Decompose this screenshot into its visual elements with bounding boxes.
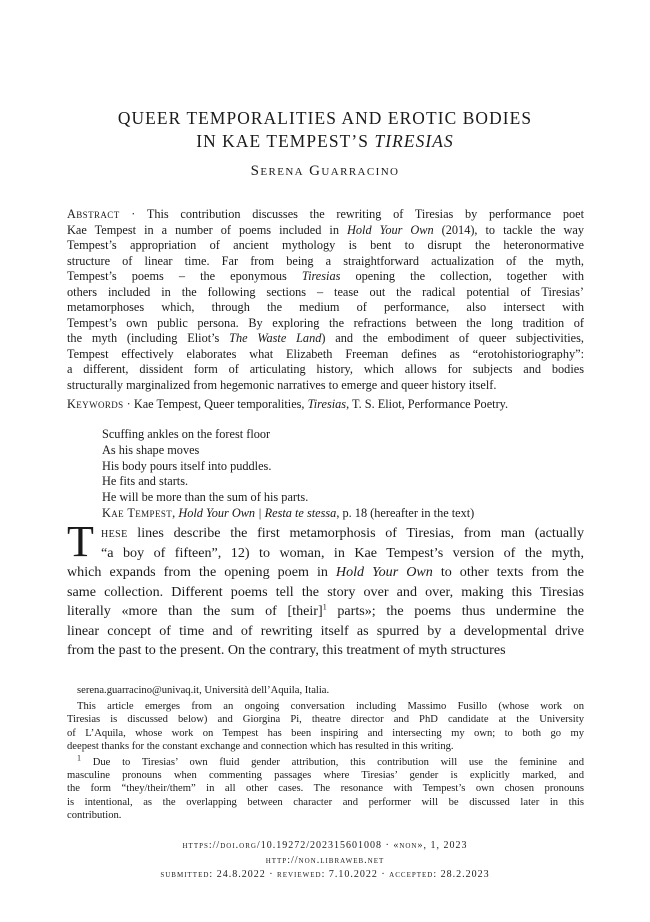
abstract-separator: · (119, 207, 147, 221)
abstract-line: Tempest’s own public persona. By exploring the refractions between the long tradition of (67, 315, 584, 330)
abstract-line: Abstract · This contribution discusses the rewriting of Tiresias by performance poet (67, 207, 584, 221)
poem-line: His body pours itself into puddles. (102, 458, 272, 473)
poem-line: He fits and starts. (102, 474, 189, 489)
acknowledgement-line: Tiresias is discussed below) and Giorgina Pi, theatre director and PhD candidate at the University (67, 714, 584, 726)
abstract-line: Tempest effectively elaborates what Elizabeth Freeman defines as “erotohistoriography”: (67, 346, 584, 361)
body-line: literally «more than the sum of [their]$^1$ parts»; the poems thus undermine the (67, 602, 584, 619)
abstract-line: metamorphoses which, through the medium of performance, also intersect with (67, 300, 584, 315)
abstract-line: structure of linear time. Far from being a straightforward actualization of the myth, (67, 253, 584, 268)
poem-line: He will be more than the sum of his parts. (102, 490, 309, 505)
body-line: linear concept of time and of rewriting itself as spurred by a developmental drive (67, 622, 584, 639)
keywords-label: Keywords (67, 397, 124, 411)
abstract-label: Abstract (67, 207, 120, 221)
abstract-line: Tempest’s appropriation of ancient mythology is bent to disrupt the heteronormative (67, 238, 584, 253)
abstract-line: the myth (including Eliot’s The Waste Land) and the embodiment of queer subjectivities, (67, 331, 584, 346)
abstract-line: structurally marginalized from hegemonic narratives to emerge and queer history itself. (67, 378, 497, 393)
poem-line: Scuffing ankles on the forest floor (102, 427, 271, 441)
footnotes (67, 684, 584, 822)
abstract-line: Kae Tempest in a number of poems included in Hold Your Own (2014), to tackle the way (67, 222, 584, 237)
publication-meta (60, 839, 590, 883)
abstract-line: a different, dissident form of articulating history, which allows for subjects and bodies (67, 362, 584, 377)
drop-cap: T (67, 517, 94, 566)
poem-line: As his shape moves (102, 442, 200, 457)
footnote-line: masculine pronouns when commenting passages where Tiresias’ gender is explicitly marked, and (67, 770, 584, 782)
keywords-separator: · (123, 397, 134, 411)
footnote-line: the form “they/their/them” in all other cases. The resonance with Tempest’s own chosen pronouns (67, 783, 584, 795)
article-title (60, 107, 590, 152)
body-line: “a boy of fifteen”, 12) to woman, in Kae Tempest’s version of the myth, (101, 544, 584, 561)
epigraph-poem (102, 427, 542, 522)
dates-line: submitted: 24.8.2022 · reviewed: 7.10.2022 · accepted: 28.2.2023 (160, 869, 490, 880)
body-text (67, 524, 584, 661)
abstract-line: others included in the following sections – tease out the radical potential of Tiresias’ (67, 284, 584, 299)
title-line-1: QUEER TEMPORALITIES AND EROTIC BODIES (117, 108, 533, 128)
doi-line[interactable]: https://doi.org/10.19272/202315601008 · «non», 1, 2023 (182, 840, 468, 851)
first-word: hese (101, 525, 128, 541)
body-line: from the past to the present. On the contrary, this treatment of myth structures (67, 642, 506, 658)
body-line: same collection. Different poems tell the story over and over, making this Tiresias (67, 583, 584, 600)
footnote-line: is intentional, as the overlapping between character and performer will be discussed later in this (67, 796, 584, 808)
author-name: Serena Guarracino (250, 163, 400, 179)
acknowledgement-line: This article emerges from an ongoing conversation including Massimo Fusillo (whose work on (77, 701, 584, 713)
acknowledgement-line: deepest thanks for the constant exchange and connection which has resulted in this writing. (67, 740, 454, 752)
body-line: hese lines describe the first metamorphosis of Tiresias, from man (actually (101, 525, 584, 541)
footnote-ref[interactable]: 1 (322, 602, 327, 612)
acknowledgement-line: of L’Aquila, whose work on Tempest has been inspiring and intersecting my own; to both go my (67, 727, 584, 739)
author-affiliation: serena.guarracino@univaq.it, Università dell’Aquila, Italia. (77, 685, 330, 696)
keywords: Keywords · Kae Tempest, Queer temporalities, Tiresias, T. S. Eliot, Performance Poetry. (67, 397, 509, 411)
poem-source: Kae Tempest, Hold Your Own | Resta te stessa, p. 18 (hereafter in the text) (102, 505, 475, 520)
body-line: which expands from the opening poem in Hold Your Own to other texts from the (67, 564, 584, 580)
footnote-number: 1 (77, 753, 81, 763)
abstract (67, 207, 584, 394)
title-line-2: IN KAE TEMPEST’S TIRESIAS (196, 130, 454, 151)
footnote-line: contribution. (67, 809, 122, 821)
footnote-line: $^1$ Due to Tiresias’ own fluid gender attribution, this contribution will use the feminine and (77, 753, 584, 769)
abstract-line: Tempest’s poems – the eponymous Tiresias opening the collection, together with (67, 269, 584, 284)
journal-url[interactable]: http://non.libraweb.net (265, 854, 385, 866)
